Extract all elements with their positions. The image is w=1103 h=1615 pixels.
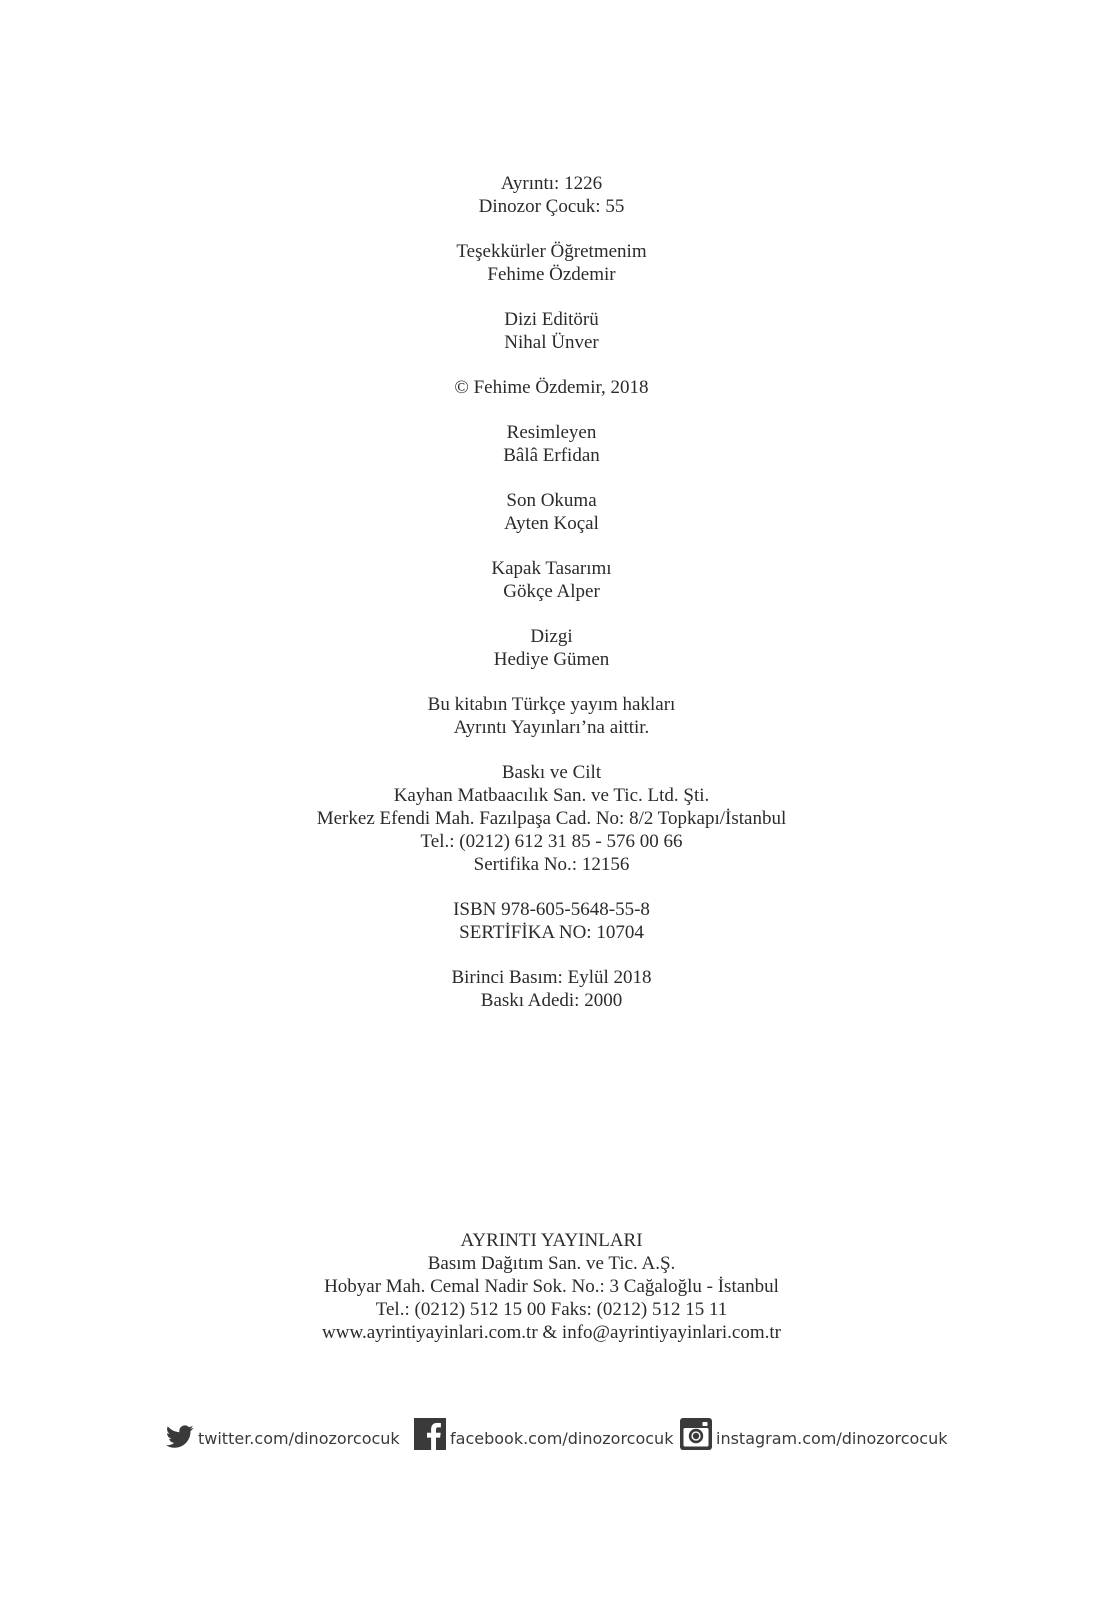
isbn-info [0,898,1103,944]
colophon [0,172,1103,1034]
typesetting-label: Dizgi [530,626,573,647]
proofreading [0,489,1103,535]
publisher-company: Basım Dağıtım San. ve Tic. A.Ş. [427,1253,676,1274]
publisher-phone-fax: Tel.: (0212) 512 15 00 Faks: (0212) 512 15 11 [375,1299,728,1320]
copyright-notice: © Fehime Özdemir, 2018 [454,377,649,398]
book-title: Teşekkürler Öğretmenim [456,241,647,262]
facebook-link[interactable] [414,1414,673,1450]
edition-info [0,966,1103,1012]
printer-phone: Tel.: (0212) 612 31 85 - 576 00 66 [420,831,683,852]
cover-design [0,557,1103,603]
social-links [0,1414,1103,1454]
isbn: ISBN 978-605-5648-55-8 [453,899,650,920]
series-info [0,172,1103,218]
series-number: Ayrıntı: 1226 [500,173,603,194]
printer-name: Kayhan Matbaacılık San. ve Tic. Ltd. Şti. [393,785,710,806]
cover-design-label: Kapak Tasarımı [491,558,612,579]
book-title-author [0,240,1103,286]
illustrator-label: Resimleyen [506,422,597,443]
printer-certificate: Sertifika No.: 12156 [473,854,630,875]
instagram-link[interactable] [680,1414,948,1450]
illustrator [0,421,1103,467]
publisher-info [0,1229,1103,1344]
proofreader-name: Ayten Koçal [504,513,599,534]
facebook-handle: facebook.com/dinozorcocuk [450,1429,674,1448]
twitter-icon [166,1424,194,1450]
proofreading-label: Son Okuma [506,490,597,511]
series-editor [0,308,1103,354]
rights-line-1: Bu kitabın Türkçe yayım hakları [427,694,676,715]
first-edition: Birinci Basım: Eylül 2018 [451,967,652,988]
publisher-web-email[interactable]: www.ayrintiyayinlari.com.tr & info@ayrintiyayinlari.com.tr [322,1322,781,1343]
typesetter-name: Hediye Gümen [493,649,610,670]
book-author: Fehime Özdemir [487,264,616,285]
cover-designer-name: Gökçe Alper [503,581,600,602]
publisher-certificate: SERTİFİKA NO: 10704 [459,922,644,943]
twitter-link[interactable] [166,1414,400,1450]
typesetting [0,625,1103,671]
publisher-address: Hobyar Mah. Cemal Nadir Sok. No.: 3 Cağaloğlu - İstanbul [324,1276,779,1297]
twitter-handle: twitter.com/dinozorcocuk [198,1429,400,1448]
printing-binding [0,761,1103,876]
facebook-icon [414,1418,446,1450]
print-run: Baskı Adedi: 2000 [480,990,623,1011]
sub-series-number: Dinozor Çocuk: 55 [478,196,625,217]
publisher-name: AYRINTI YAYINLARI [460,1230,643,1251]
printing-label: Baskı ve Cilt [501,762,602,783]
copyright [0,376,1103,399]
series-editor-label: Dizi Editörü [504,309,599,330]
instagram-handle: instagram.com/dinozorcocuk [716,1429,948,1448]
printer-address: Merkez Efendi Mah. Fazılpaşa Cad. No: 8/2 Topkapı/İstanbul [316,808,787,829]
illustrator-name: Bâlâ Erfidan [503,445,600,466]
rights-notice [0,693,1103,739]
rights-line-2: Ayrıntı Yayınları’na aittir. [453,717,650,738]
series-editor-name: Nihal Ünver [504,332,599,353]
instagram-icon [680,1418,712,1450]
